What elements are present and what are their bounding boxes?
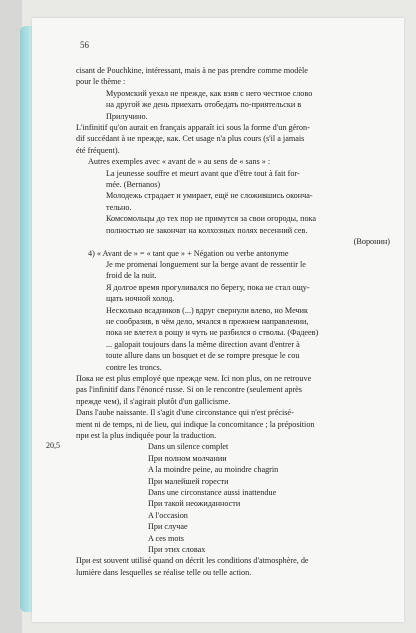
text-line: прежде чем), il s'agirait plutôt d'un gallicisme. (76, 396, 231, 406)
page-number: 56 (80, 40, 89, 50)
text-line: При полном молчании (148, 453, 227, 463)
text-line: Молодежь страдает и умирает, ещё не сложившись оконча- (106, 191, 313, 201)
text-line: A la moindre peine, au moindre chagrin (148, 465, 279, 475)
text-line: mée. (Bernanos) (106, 180, 161, 190)
text-line: 4) « Avant de » = « tant que » + Négation ou verbe antonyme (88, 248, 289, 258)
section-marker: 20,5 (46, 441, 60, 450)
text-line: La jeunesse souffre et meurt avant que d'être tout à fait for- (106, 168, 300, 178)
text-line: dif succédant à не прежде, как. Cet usage n'a plus cours (s'il a jamais (76, 134, 305, 144)
text-line: при est la plus indiquée pour la traduction. (76, 431, 217, 440)
text-line: Je me promenai longuement sur la berge avant de ressentir le (106, 259, 306, 269)
text-line: При этих словах (148, 545, 206, 555)
text-line: не сообразив, в чём дело, мчался в прежнем направлении, (106, 316, 309, 326)
text-line: полностью не закончат на колхозных полях весенний сев. (106, 225, 308, 235)
page-text (76, 65, 396, 578)
text-line: Dans une circonstance aussi inattendue (148, 488, 277, 498)
text-line: Несколько всадников (...) вдруг свернули влево, но Мечик (106, 305, 308, 315)
text-line: froid de la nuit. (106, 271, 157, 281)
text-line: pour le thème : (76, 77, 126, 87)
text-line: Муромский уехал не прежде, как взяв с него честное слово (106, 88, 313, 98)
text-line: Autres exemples avec « avant de » au sens de « sans » : (88, 157, 271, 167)
text-line: Dans un silence complet (148, 442, 229, 452)
text-line: ... galopait toujours dans la même direction avant d'entrer à (106, 339, 300, 349)
text-line: на другой же день приехать отобедать по-приятельски в (106, 100, 302, 110)
text-line: При est souvent utilisé quand on décrit les conditions d'atmosphère, de (76, 556, 309, 566)
text-line: пока не влетел в рощу и чуть не разбился о стволы. (Фадеев) (106, 328, 319, 338)
text-line: Пока не est plus employé que прежде чем. Ici non plus, on ne retrouve (76, 373, 312, 383)
text-line: lumière dans lesquelles se réalise telle ou telle action. (76, 567, 252, 577)
text-line: pas l'infinitif dans l'énoncé russe. Si on le rencontre (seulement après (76, 385, 302, 395)
text-line: été fréquent). (76, 145, 120, 155)
text-line: щать ночной холод. (106, 294, 175, 304)
text-line: Прилучино. (106, 111, 148, 121)
text-line: Комсомольцы до тех пор не примутся за свои огороды, пока (106, 214, 317, 224)
text-line: Dans l'aube naissante. Il s'agit d'une circonstance qui n'est précisé- (76, 408, 294, 418)
text-line: При малейшей горести (148, 476, 229, 486)
text-line: A l'occasion (148, 510, 188, 520)
text-line: ment ni de temps, ni de lieu, qui indique la concomitance ; la préposition (76, 419, 315, 429)
text-line: A ces mots (148, 533, 184, 543)
text-line: contre les troncs. (106, 362, 162, 372)
text-line: Я долгое время прогуливался по берегу, пока не стал ощу- (106, 282, 310, 292)
text-line: При такой неожиданности (148, 499, 241, 509)
text-line: L'infinitif qu'on aurait en français apparaît ici sous la forme d'un géron- (76, 123, 310, 133)
text-line: toute allure dans un bosquet et de se rompre presque le cou (106, 351, 300, 361)
text-line: (Воронин) (353, 237, 390, 247)
background-shadow (0, 0, 22, 633)
text-line: тельно. (106, 202, 132, 212)
text-line: cisant de Pouchkine, intéressant, mais à ne pas prendre comme modèle (76, 66, 308, 75)
text-line: При случае (148, 522, 188, 532)
book-page (32, 18, 404, 622)
